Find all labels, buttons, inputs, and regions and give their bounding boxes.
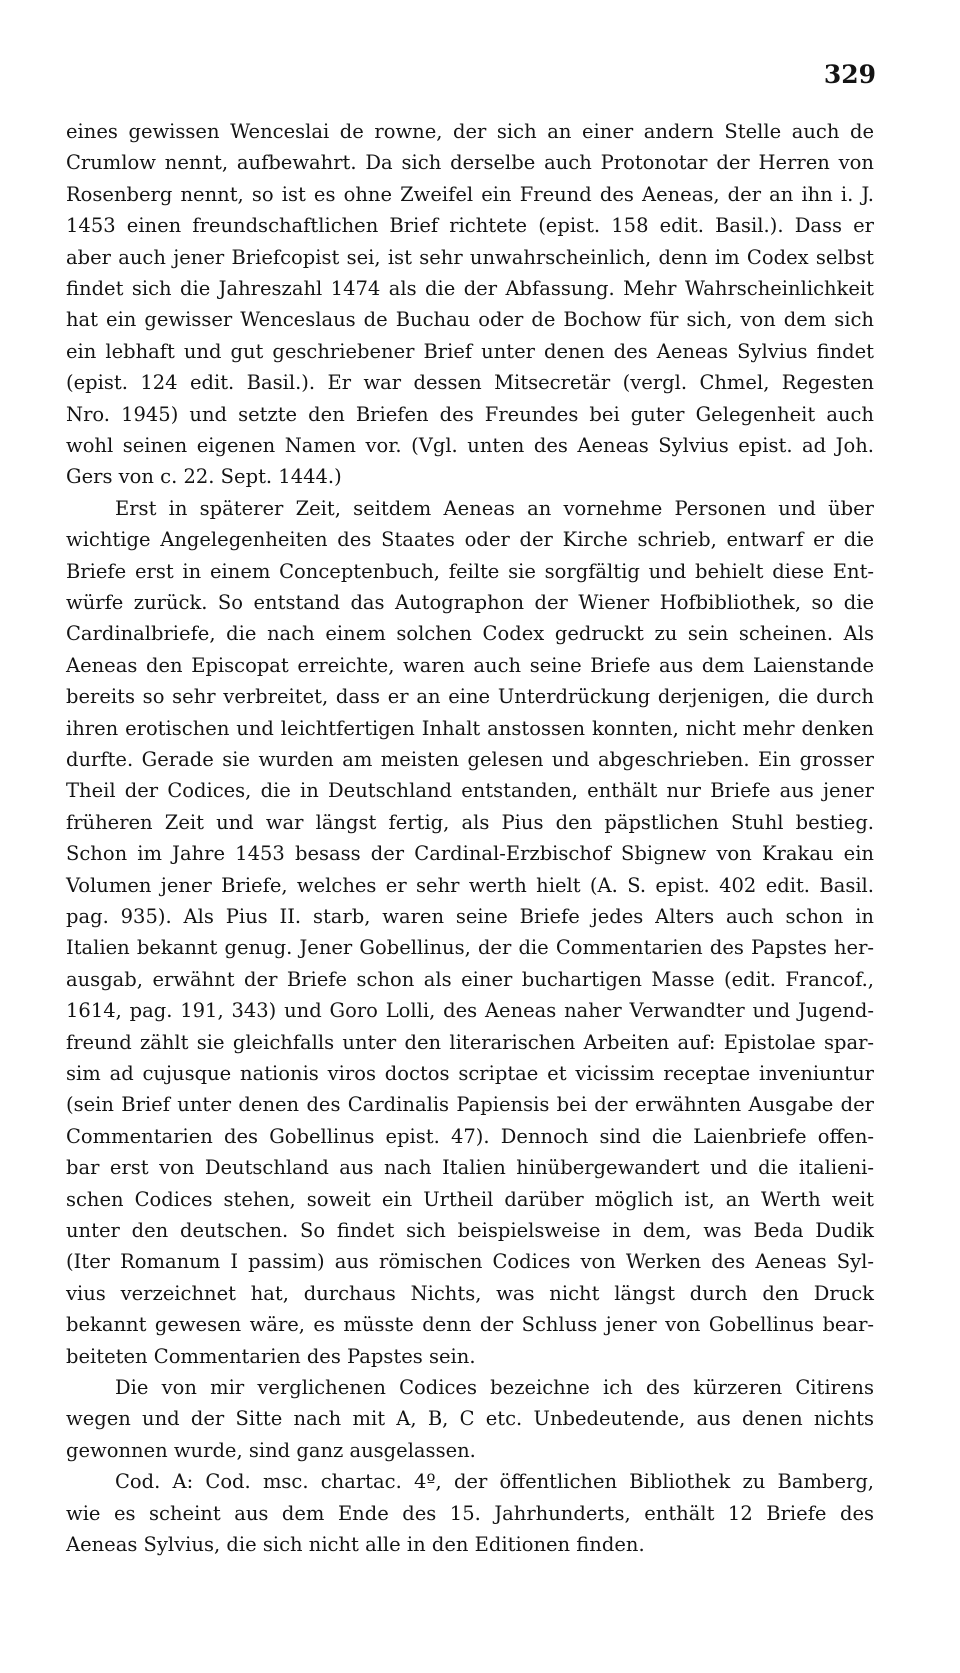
text-line: freund zählt sie gleichfalls unter den literarischen Arbeiten auf: Epistolae spar- bbox=[66, 1030, 874, 1054]
text-line: wie es scheint aus dem Ende des 15. Jahrhunderts, enthält 12 Briefe des bbox=[66, 1501, 874, 1525]
text-line: bereits so sehr verbreitet, dass er an eine Unterdrückung derjenigen, die durch bbox=[66, 685, 874, 709]
text-line: ein lebhaft und gut geschriebener Brief unter denen des Aeneas Sylvius findet bbox=[66, 339, 874, 363]
text-line: Theil der Codices, die in Deutschland entstanden, enthält nur Briefe aus jener bbox=[66, 779, 874, 803]
text-line: Nro. 1945) und setzte den Briefen des Freundes bei guter Gelegenheit auch bbox=[66, 402, 874, 426]
text-line: Italien bekannt genug. Jener Gobellinus, der die Commentarien des Papstes her- bbox=[66, 936, 874, 960]
text-line: Cardinalbriefe, die nach einem solchen Codex gedruckt zu sein scheinen. Als bbox=[66, 622, 874, 646]
text-line: Die von mir verglichenen Codices bezeichne ich des kürzeren Citirens bbox=[115, 1376, 874, 1399]
text-line: Briefe erst in einem Conceptenbuch, feilte sie sorgfältig und behielt diese Ent- bbox=[66, 559, 874, 583]
text-line: unter den deutschen. So findet sich beispielsweise in dem, was Beda Dudik bbox=[66, 1219, 874, 1242]
text-line: aber auch jener Briefcopist sei, ist sehr unwahrscheinlich, denn im Codex selbst bbox=[66, 245, 874, 269]
text-line: findet sich die Jahreszahl 1474 als die der Abfassung. Mehr Wahrscheinlichkeit bbox=[66, 277, 874, 300]
text-line: schen Codices stehen, soweit ein Urtheil darüber möglich ist, an Werth weit bbox=[66, 1187, 874, 1211]
text-line: pag. 935). Als Pius II. starb, waren seine Briefe jedes Alters auch schon in bbox=[66, 905, 874, 928]
text-line: früheren Zeit und war längst fertig, als Pius den päpstlichen Stuhl bestieg. bbox=[66, 810, 874, 834]
text-line: Volumen jener Briefe, welches er sehr werth hielt (A. S. epist. 402 edit. Basil. bbox=[66, 873, 874, 897]
text-line: eines gewissen Wenceslai de rowne, der sich an einer andern Stelle auch de bbox=[66, 120, 874, 143]
text-line: Schon im Jahre 1453 besass der Cardinal-Erzbischof Sbignew von Krakau ein bbox=[66, 842, 874, 866]
text-line: ihren erotischen und leichtfertigen Inhalt anstossen konnten, nicht mehr denken bbox=[66, 716, 874, 740]
text-line: wegen und der Sitte nach mit A, B, C etc. Unbedeutende, aus denen nichts bbox=[66, 1407, 874, 1431]
text-line: Aeneas Sylvius, die sich nicht alle in den Editionen finden. bbox=[66, 1533, 645, 1556]
text-line: sim ad cujusque nationis viros doctos scriptae et vicissim receptae inveniuntur bbox=[66, 1062, 874, 1085]
text-line: (sein Brief unter denen des Cardinalis Papiensis bei der erwähnten Ausgabe der bbox=[66, 1093, 874, 1117]
text-line: Cod. A: Cod. msc. chartac. 4º, der öffentlichen Bibliothek zu Bamberg, bbox=[115, 1470, 874, 1494]
text-line: Aeneas den Episcopat erreichte, waren auch seine Briefe aus dem Laienstande bbox=[66, 653, 874, 677]
text-line: bar erst von Deutschland aus nach Italien hinübergewandert und die italieni- bbox=[66, 1156, 874, 1180]
text-line: (epist. 124 edit. Basil.). Er war dessen Mitsecretär (vergl. Chmel, Regesten bbox=[66, 371, 874, 395]
text-line: Erst in späterer Zeit, seitdem Aeneas an vornehme Personen und über bbox=[115, 496, 874, 520]
text-line: 1453 einen freundschaftlichen Brief richtete (epist. 158 edit. Basil.). Dass er bbox=[66, 214, 874, 238]
text-line: durfte. Gerade sie wurden am meisten gelesen und abgeschrieben. Ein grosser bbox=[66, 748, 874, 771]
text-line: Crumlow nennt, aufbewahrt. Da sich derselbe auch Protonotar der Herren von bbox=[66, 151, 874, 175]
text-line: hat ein gewisser Wenceslaus de Buchau oder de Bochow für sich, von dem sich bbox=[66, 308, 874, 332]
text-line: Gers von c. 22. Sept. 1444.) bbox=[66, 465, 342, 489]
text-line: vius verzeichnet hat, durchaus Nichts, was nicht längst durch den Druck bbox=[66, 1281, 874, 1305]
text-line: wichtige Angelegenheiten des Staates oder der Kirche schrieb, entwarf er die bbox=[66, 528, 874, 552]
text-line: Rosenberg nennt, so ist es ohne Zweifel ein Freund des Aeneas, der an ihn i. J. bbox=[66, 182, 874, 206]
text-line: 1614, pag. 191, 343) und Goro Lolli, des Aeneas naher Verwandter und Jugend- bbox=[66, 999, 874, 1023]
page-number: 329 bbox=[823, 60, 876, 89]
text-line: Commentarien des Gobellinus epist. 47). Dennoch sind die Laienbriefe offen- bbox=[66, 1124, 874, 1148]
text-line: ausgab, erwähnt der Briefe schon als einer buchartigen Masse (edit. Francof., bbox=[66, 967, 874, 991]
text-line: beiteten Commentarien des Papstes sein. bbox=[66, 1344, 476, 1368]
text-line: gewonnen wurde, sind ganz ausgelassen. bbox=[66, 1438, 476, 1462]
text-line: wohl seinen eigenen Namen vor. (Vgl. unten des Aeneas Sylvius epist. ad Joh. bbox=[66, 434, 874, 457]
text-line: würfe zurück. So entstand das Autographon der Wiener Hofbibliothek, so die bbox=[66, 591, 874, 614]
text-line: (Iter Romanum I passim) aus römischen Codices von Werken des Aeneas Syl- bbox=[66, 1250, 874, 1274]
text-line: bekannt gewesen wäre, es müsste denn der Schluss jener von Gobellinus bear- bbox=[66, 1313, 874, 1337]
